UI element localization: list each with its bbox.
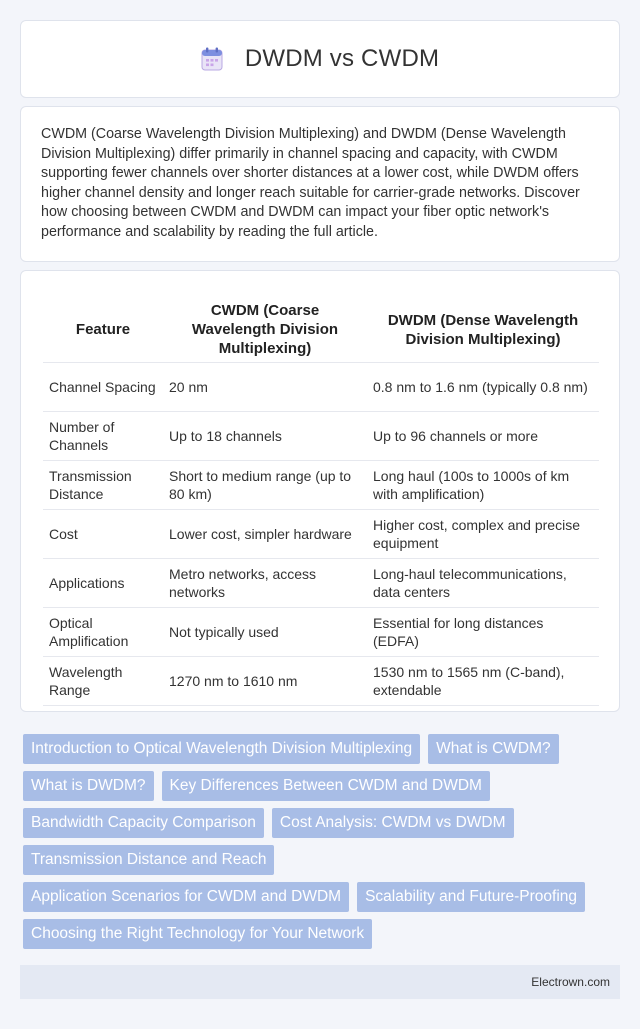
cwdm-cell: Up to 18 channels [163, 412, 367, 461]
feature-cell: Applications [43, 559, 163, 608]
feature-cell: Optical Amplification [43, 608, 163, 657]
tag-link-what-is-cwdm[interactable]: What is CWDM? [428, 734, 559, 764]
tag-link-cost-analysis[interactable]: Cost Analysis: CWDM vs DWDM [272, 808, 514, 838]
tag-link-transmission-distance[interactable]: Transmission Distance and Reach [23, 845, 274, 875]
tag-link-what-is-dwdm[interactable]: What is DWDM? [23, 771, 154, 801]
cwdm-cell: Short to medium range (up to 80 km) [163, 461, 367, 510]
tag-link-intro-wdm[interactable]: Introduction to Optical Wavelength Division Multiplexing [23, 734, 420, 764]
feature-cell: Channel Spacing [43, 363, 163, 412]
dwdm-cell: Long haul (100s to 1000s of km with amplification) [367, 461, 599, 510]
footer-site-name: Electrown.com [531, 975, 610, 989]
feature-cell: Transmission Distance [43, 461, 163, 510]
table-row [43, 412, 599, 461]
tag-row [23, 771, 617, 801]
tag-row [23, 808, 617, 838]
tag-row [23, 734, 617, 764]
cwdm-cell: 1270 nm to 1610 nm [163, 657, 367, 706]
cwdm-cell: Lower cost, simpler hardware [163, 510, 367, 559]
tag-link-scalability[interactable]: Scalability and Future-Proofing [357, 882, 585, 912]
cwdm-cell: Metro networks, access networks [163, 559, 367, 608]
tag-link-application-scenarios[interactable]: Application Scenarios for CWDM and DWDM [23, 882, 349, 912]
dwdm-cell: 1530 nm to 1565 nm (C-band), extendable [367, 657, 599, 706]
calendar-icon [201, 47, 223, 71]
table-row [43, 657, 599, 706]
intro-paragraph: CWDM (Coarse Wavelength Division Multiplexing) and DWDM (Dense Wavelength Division Multiplexing) differ primarily in channel spacing and capacity, with CWDM supporting fewer channels over shorter distances at a lower cost, while DWDM offers higher channel density and longer reach suitable for carrier-grade networks. Discover how choosing between CWDM and DWDM can impact your fiber optic network's performance and scalability by reading the full article. [41, 126, 580, 240]
table-row [43, 461, 599, 510]
cwdm-cell: 20 nm [163, 363, 367, 412]
intro-card [20, 106, 620, 262]
tag-link-choosing-technology[interactable]: Choosing the Right Technology for Your Network [23, 919, 372, 949]
table-row [43, 363, 599, 412]
comparison-table [43, 301, 599, 706]
table-row [43, 608, 599, 657]
table-row [43, 559, 599, 608]
header-dwdm: DWDM (Dense Wavelength Division Multiplexing) [367, 301, 599, 363]
table-row [43, 510, 599, 559]
tag-link-bandwidth[interactable]: Bandwidth Capacity Comparison [23, 808, 264, 838]
dwdm-cell: Up to 96 channels or more [367, 412, 599, 461]
comparison-table-card [20, 270, 620, 712]
tag-row [23, 845, 617, 875]
dwdm-cell: Essential for long distances (EDFA) [367, 608, 599, 657]
dwdm-cell: Long-haul telecommunications, data centers [367, 559, 599, 608]
feature-cell: Cost [43, 510, 163, 559]
tag-row [23, 919, 617, 949]
header-card [20, 20, 620, 98]
header [201, 45, 439, 73]
topic-tags [23, 734, 617, 956]
footer [20, 965, 620, 999]
cwdm-cell: Not typically used [163, 608, 367, 657]
dwdm-cell: 0.8 nm to 1.6 nm (typically 0.8 nm) [367, 363, 599, 412]
tag-link-key-differences[interactable]: Key Differences Between CWDM and DWDM [162, 771, 490, 801]
page-title: DWDM vs CWDM [244, 45, 440, 72]
feature-cell: Wavelength Range [43, 657, 163, 706]
tag-row [23, 882, 617, 912]
header-cwdm: CWDM (Coarse Wavelength Division Multiplexing) [163, 301, 367, 363]
table-header-row [43, 301, 599, 363]
feature-cell: Number of Channels [43, 412, 163, 461]
header-feature: Feature [43, 301, 163, 363]
dwdm-cell: Higher cost, complex and precise equipment [367, 510, 599, 559]
